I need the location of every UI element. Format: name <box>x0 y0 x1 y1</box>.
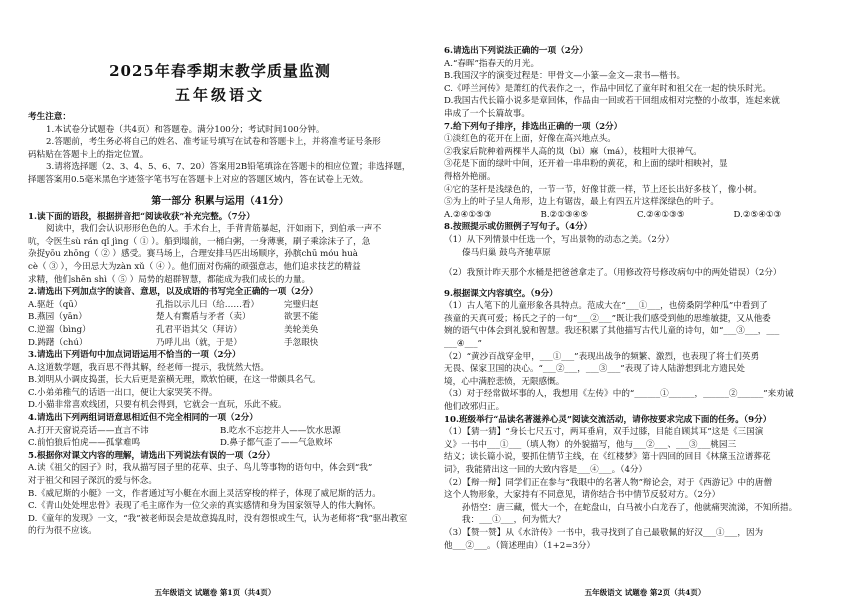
blank-line <box>444 280 830 288</box>
note-line: 1.本试卷分试题卷（共4页）和答题卷。满分100分；考试时间100分钟。 <box>46 124 325 135</box>
q2-option-row <box>28 311 412 324</box>
blank-line <box>444 259 830 267</box>
q2-option: 楚人有鬻盾与矛者（卖） <box>156 312 251 323</box>
question-2: 2.请选出下列加点字的读音、意思，以及成语的书写完全正确的一项（2分） <box>28 287 318 298</box>
text-line: ___④___” <box>444 339 482 350</box>
text-line: （1）【猜一猜】“身长七尺五寸，两耳垂肩，双手过膝，目能自顾其耳”这是《三国演 <box>444 427 764 438</box>
option-line: A.读《祖父的园子》时，我从描写园子里的花草、虫子、鸟儿等事物的语句中，体会到“我” <box>28 463 373 474</box>
option-line: 的行为很不应该。 <box>28 526 97 537</box>
q2-option: 完璧归赵 <box>284 299 319 310</box>
text-line: （3）【赞一赞】从《水浒传》一书中，我寻找到了自己最敬佩的好汉___①___，因为 <box>444 527 764 538</box>
option-line: B.刘明从小调皮捣蛋，长大后更是蛮横无理，欺软怕硬，在这一带颇具名气。 <box>28 375 321 386</box>
sentence-line: ①淡红色的花开在上面，好像在高兴地点头。 <box>444 134 616 145</box>
notes-heading: 考生注意： <box>28 112 71 122</box>
note-line: 3.请将选择题（2、3、4、5、6、7、20）答案用2B铅笔填涂在答题卡的相应位置；非选择题， <box>46 162 411 173</box>
q2-option: D.踌躇（chú） <box>28 337 88 348</box>
text-line: 吭，令医生sù rán qǐ jìng（ ① ）。船到塌前，一桶白粥，一身薄裹，刷子乘涂沫子了，急 <box>28 236 371 247</box>
text-line: 义》一书中___①___（填人物）的外貌描写，他与___②___、___③___桃园三 <box>444 439 737 450</box>
q2-option: 乃呼儿出（就，于是） <box>156 337 242 348</box>
option-line: A.“春晖”指春天的月光。 <box>444 58 540 69</box>
q7-option-row <box>444 209 830 222</box>
q2-option: 孔君平诣其父（拜访） <box>156 324 242 335</box>
q4-option-row <box>28 437 412 450</box>
text-line: 孙悟空：唐三藏，慌大一个，在蛇盘山，白马被小白龙吞了，他就痛哭流涕，不知所措。 <box>462 502 798 513</box>
option-line: B.《威尼斯的小艇》一文，作者通过写小艇在水面上灵活穿梭的样子，体现了威尼斯的活力。 <box>28 488 381 499</box>
option-line: D.小猫非常喜欢线团，只要有机会得到，它就会一直玩，乐此不疲。 <box>28 400 287 411</box>
text-line: 我：___①___，何为慌大？ <box>462 515 566 526</box>
question-4: 4.请选出下列两组词语意思相近但不完全相同的一项（2分） <box>28 413 258 424</box>
q2-option: B.燕园（yān） <box>28 312 87 323</box>
text-line: 婉的语气中体会到礼貌和智慧。我还积累了其他描写古代儿童的诗句，如“___③___，___ <box>444 326 780 337</box>
text-line: 孩童的天真可爱；杨氏之子的一句“___②___”既让我们感受到他的思维敏捷，又从他委 <box>444 313 771 324</box>
q2-option: 手忽眼快 <box>284 337 319 348</box>
text-line: （2）【辩一辩】同学们正在参与“我眼中的名著人物”辩论会，对于《西游记》中的唐僧 <box>444 477 772 488</box>
option-line: C.《青山处处埋忠骨》表现了毛主席作为一位父亲的真实感情和身为国家领导人的伟大胸怀。 <box>28 501 381 512</box>
exam-title: 2025年春季期末教学质量监测 <box>109 62 331 80</box>
q2-option-row <box>28 324 412 337</box>
q4-option: D.鼻子都气歪了——气急败坏 <box>220 438 333 449</box>
page-footer: 五年级语文 试题卷 第1页（共4页） <box>154 588 276 597</box>
option-line: D.《童年的发现》一文，“我”被老师误会是故意捣乱时，没有怨恨或生气，认为老师将“我”驱出教室 <box>28 513 408 524</box>
page-footer: 五年级语文 试题卷 第2页（共4页） <box>584 588 706 597</box>
option-line: C.《呼兰河传》是萧红的代表作之一，作品中回忆了童年时和祖父在一起的快乐时光。 <box>444 83 771 94</box>
text-line: （1）古人笔下的儿童形象各具特点。范成大在“___①___，也傍桑阴学种瓜”中看到了 <box>444 301 768 312</box>
text-line: （2）我预计昨天那个水桶是把爸爸拿走了。（用修改符号修改病句中的两处错误）（2分） <box>444 268 782 279</box>
text-line: 他___②___。（简述理由）（1+2=3分） <box>444 540 596 551</box>
q2-option-row <box>28 299 412 312</box>
q4-option: C.前怕狼后怕虎——孤掌难鸣 <box>28 438 141 449</box>
q2-option: C.逆溜（bìng） <box>28 324 91 335</box>
note-line: 择题答案用0.5毫米黑色字迹签字笔书写在答题卡上对应的答题区域内，答在试卷上无效。 <box>28 174 369 185</box>
sentence-line: ③花是下面的绿叶中间，还开着一串串粉的黄花，和上面的绿叶相映衬，显 <box>444 159 728 170</box>
text-line: 词》，我能猜出这一回的大致内容是___④___。（4分） <box>444 465 648 475</box>
question-9: 9.根据课文内容填空。（9分） <box>444 288 558 299</box>
text-line: 境，心中满腔悲愤，无限感慨。 <box>444 376 565 387</box>
q7-option: A.②④①⑤③ <box>444 209 492 220</box>
text-line: cè（ ③ ），今田忌大为zàn xǔ（ ④ ）。他们面对伤痛的顽强意志，他们追求技艺的精益 <box>28 261 361 272</box>
text-line: 傣马归巢 鼓鸟齐驰草原 <box>462 247 551 258</box>
q4-option-row <box>28 425 412 438</box>
text-line: 阅读中，我们会认识形形色色的人。手术台上，手背青筋暴起，汗如雨下，到伯承一声不 <box>46 224 382 235</box>
q7-option: B.②①③④⑤ <box>540 209 589 220</box>
sentence-line: 得格外艳丽。 <box>444 171 496 182</box>
q7-option: C.②④①③⑤ <box>637 209 685 220</box>
text-line: （1）从下列情景中任选一个，写出景物的动态之美。（2分） <box>444 234 675 245</box>
question-6: 6.请选出下列说法正确的一项（2分） <box>444 46 588 56</box>
option-line: A.这道数学题，我百思不得其解，经老师一提示，我恍然大悟。 <box>28 362 269 373</box>
text-line: 无畏、保家卫国的决心。“___②___，___③___”表现了诗人陆游想到北方遗民处 <box>444 364 745 375</box>
note-line: 2.答题前，考生务必将自己的姓名、准考证号填写在试卷和答题卡上，并将准考证号条形 <box>46 137 381 148</box>
question-10: 10.班级举行“品读名著滋养心灵”阅读交流活动，请你按要求完成下面的任务。（9分） <box>444 414 772 425</box>
text-line: 这个人物形象，大家持有不同意见，请你结合书中情节反驳对方。（2分） <box>444 490 721 501</box>
option-line: 对于祖父和园子深沉的爱与怀念。 <box>28 476 157 487</box>
sentence-line: ⑤为上的叶子呈人角形，边上有锯齿，最上有四五片这样深绿色的叶子。 <box>444 197 720 208</box>
q4-option: A.打开天窗说亮话——直言不讳 <box>28 425 149 436</box>
q2-option: 孔指以示儿曰（给……看） <box>156 299 260 310</box>
question-8: 8.按照提示或仿照例子写句子。（4分） <box>444 222 593 233</box>
text-line: （3）对于经常做坏事的人，我想用《左传》中的“______①______，______②______”来劝诫 <box>444 389 794 400</box>
note-line: 码粘贴在答题卡上的指定位置。 <box>28 149 149 160</box>
page-right <box>430 0 860 608</box>
option-line: B.我国汉字的演变过程是：甲骨文—小篆—金文—隶书—楷书。 <box>444 71 686 82</box>
q4-option: B.吃水不忘挖井人——饮水思源 <box>220 425 341 436</box>
option-line: C.小弟弟稚气的话语一出口，便让大家哭笑不得。 <box>28 387 218 398</box>
q2-option: 欲罢不能 <box>284 312 319 323</box>
option-line: D.我国古代长篇小说多是章回体，作品由一回或若干回组成相对完整的小故事，连起来就 <box>444 96 780 107</box>
text-line: （2）“黄沙百战穿金甲，___①___”表现出战争的频繁、激烈，也表现了将士们英勇 <box>444 351 760 362</box>
section-heading: 第一部分 积累与运用（41分） <box>151 195 289 207</box>
q2-option: A.驱赶（qū） <box>28 299 83 310</box>
text-line: 他们改邪归正。 <box>444 402 505 413</box>
question-7: 7.给下列句子排序，排选出正确的一项（2分） <box>444 121 623 132</box>
text-line: 结义；读长篇小说，要抓住情节主线，在《红楼梦》第十四回的回目《林黛玉泣谱葬花 <box>444 452 771 463</box>
q7-option: D.②⑤④①③ <box>733 209 782 220</box>
question-1: 1.读下面的语段，根据拼音把“阅读收获”补充完整。（7分） <box>28 211 255 222</box>
sentence-line: ②我家后院种着两棵半人高的岚（bì）麻（má），枝粗叶大很神气。 <box>444 146 702 157</box>
q2-option: 美轮美奂 <box>284 324 319 335</box>
exam-subtitle: 五年级语文 <box>174 86 265 104</box>
q2-option-row <box>28 337 412 350</box>
option-line: 串成了一个长篇故事。 <box>444 108 530 119</box>
text-line: 求精，他们shēn shì（ ⑤ ）局势的超群智慧，都能成为我们成长的力量。 <box>28 274 311 285</box>
text-line: 杂捉yōu zhōng（ ② ）感受。赛马场上，合理安排马匹出场顺序，孙膑chū móu huà <box>28 249 358 260</box>
question-5: 5.根据你对课文内容的理解，请选出下列说法有误的一项（2分） <box>28 450 275 461</box>
question-3: 3.请选出下列语句中加点词语运用不恰当的一项（2分） <box>28 350 241 361</box>
sentence-line: ④它的茎杆是浅绿色的，一节一节，好像甘蔗一样，节上还长出好多枝丫，像小树。 <box>444 184 762 195</box>
